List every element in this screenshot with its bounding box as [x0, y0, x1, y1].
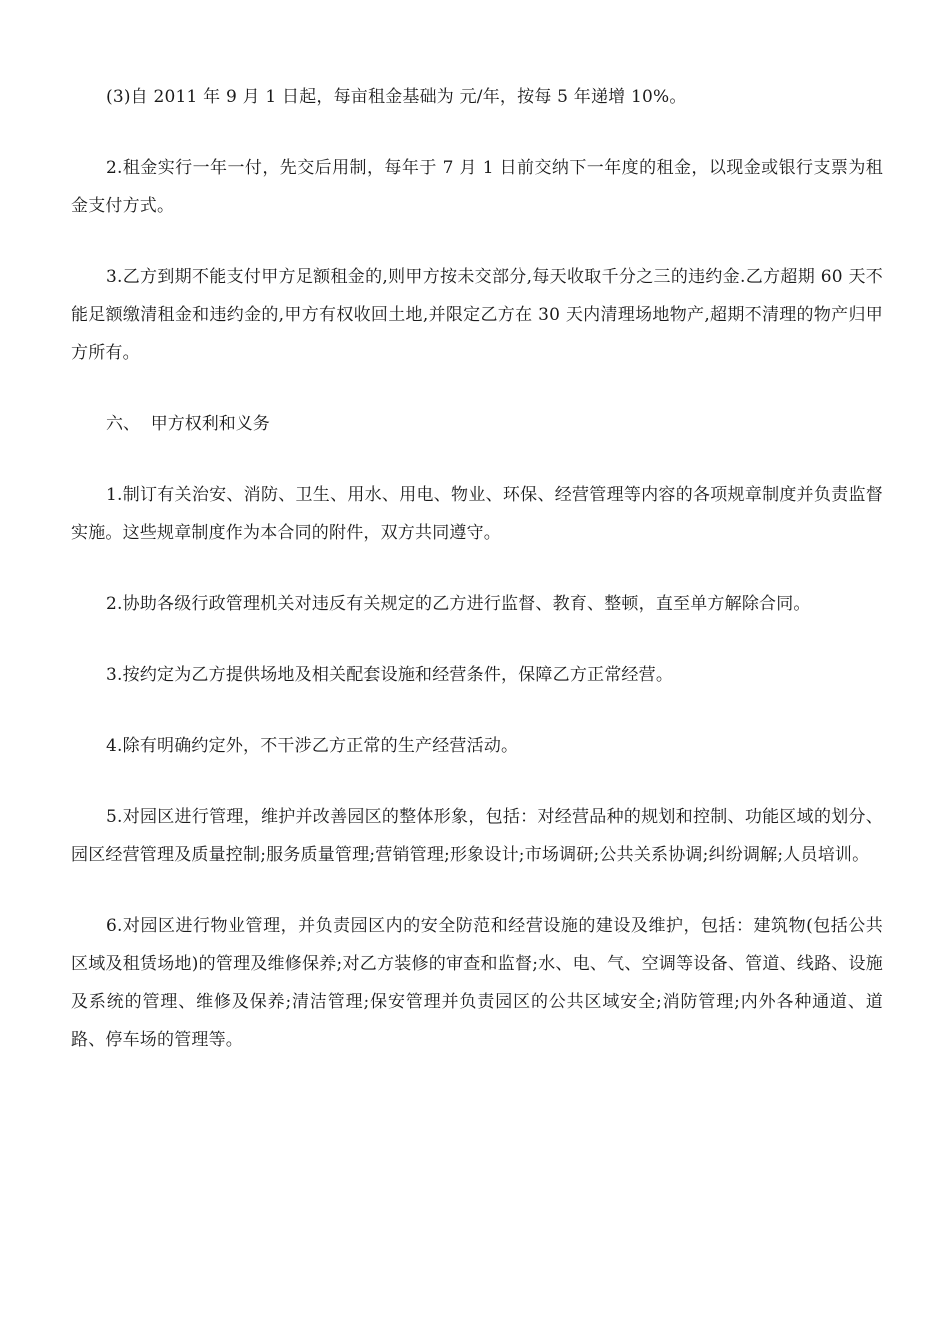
paragraph-rent-base: (3)自 2011 年 9 月 1 日起，每亩租金基础为 元/年，按每 5 年递增 10%。	[106, 87, 687, 107]
paragraph-property-management: 6.对园区进行物业管理，并负责园区内的安全防范和经营设施的建设及维护，包括：建筑物(包括公共区域及租赁场地)的管理及维修保养;对乙方装修的审查和监督;水、电、气、空调等设备、管道、线路、设施及系统的管理、维修及保养;清洁管理;保安管理并负责园区的公共区域安全;消防管理;内外各种通道、道路、停车场的管理等。	[71, 916, 883, 1050]
paragraph-provide-facilities: 3.按约定为乙方提供场地及相关配套设施和经营条件，保障乙方正常经营。	[106, 665, 674, 685]
paragraph-supervision: 2.协助各级行政管理机关对违反有关规定的乙方进行监督、教育、整顿，直至单方解除合同。	[106, 594, 811, 614]
paragraph-regulations: 1.制订有关治安、消防、卫生、用水、用电、物业、环保、经营管理等内容的各项规章制度并负责监督实施。这些规章制度作为本合同的附件，双方共同遵守。	[71, 485, 883, 543]
paragraph-non-interference: 4.除有明确约定外，不干涉乙方正常的生产经营活动。	[106, 736, 519, 756]
document-body	[71, 78, 883, 1092]
paragraph-park-management: 5.对园区进行管理，维护并改善园区的整体形象，包括：对经营品种的规划和控制、功能区域的划分、园区经营管理及质量控制;服务质量管理;营销管理;形象设计;市场调研;公共关系协调;纠纷调解;人员培训。	[71, 807, 883, 865]
paragraph-late-penalty: 3.乙方到期不能支付甲方足额租金的,则甲方按未交部分,每天收取千分之三的违约金.乙方超期 60 天不能足额缴清租金和违约金的,甲方有权收回土地,并限定乙方在 30 天内清理场地物产,超期不清理的物产归甲方所有。	[71, 267, 883, 363]
section-heading-party-a-rights: 六、 甲方权利和义务	[106, 414, 270, 434]
paragraph-rent-payment: 2.租金实行一年一付，先交后用制，每年于 7 月 1 日前交纳下一年度的租金，以现金或银行支票为租金支付方式。	[71, 158, 883, 216]
